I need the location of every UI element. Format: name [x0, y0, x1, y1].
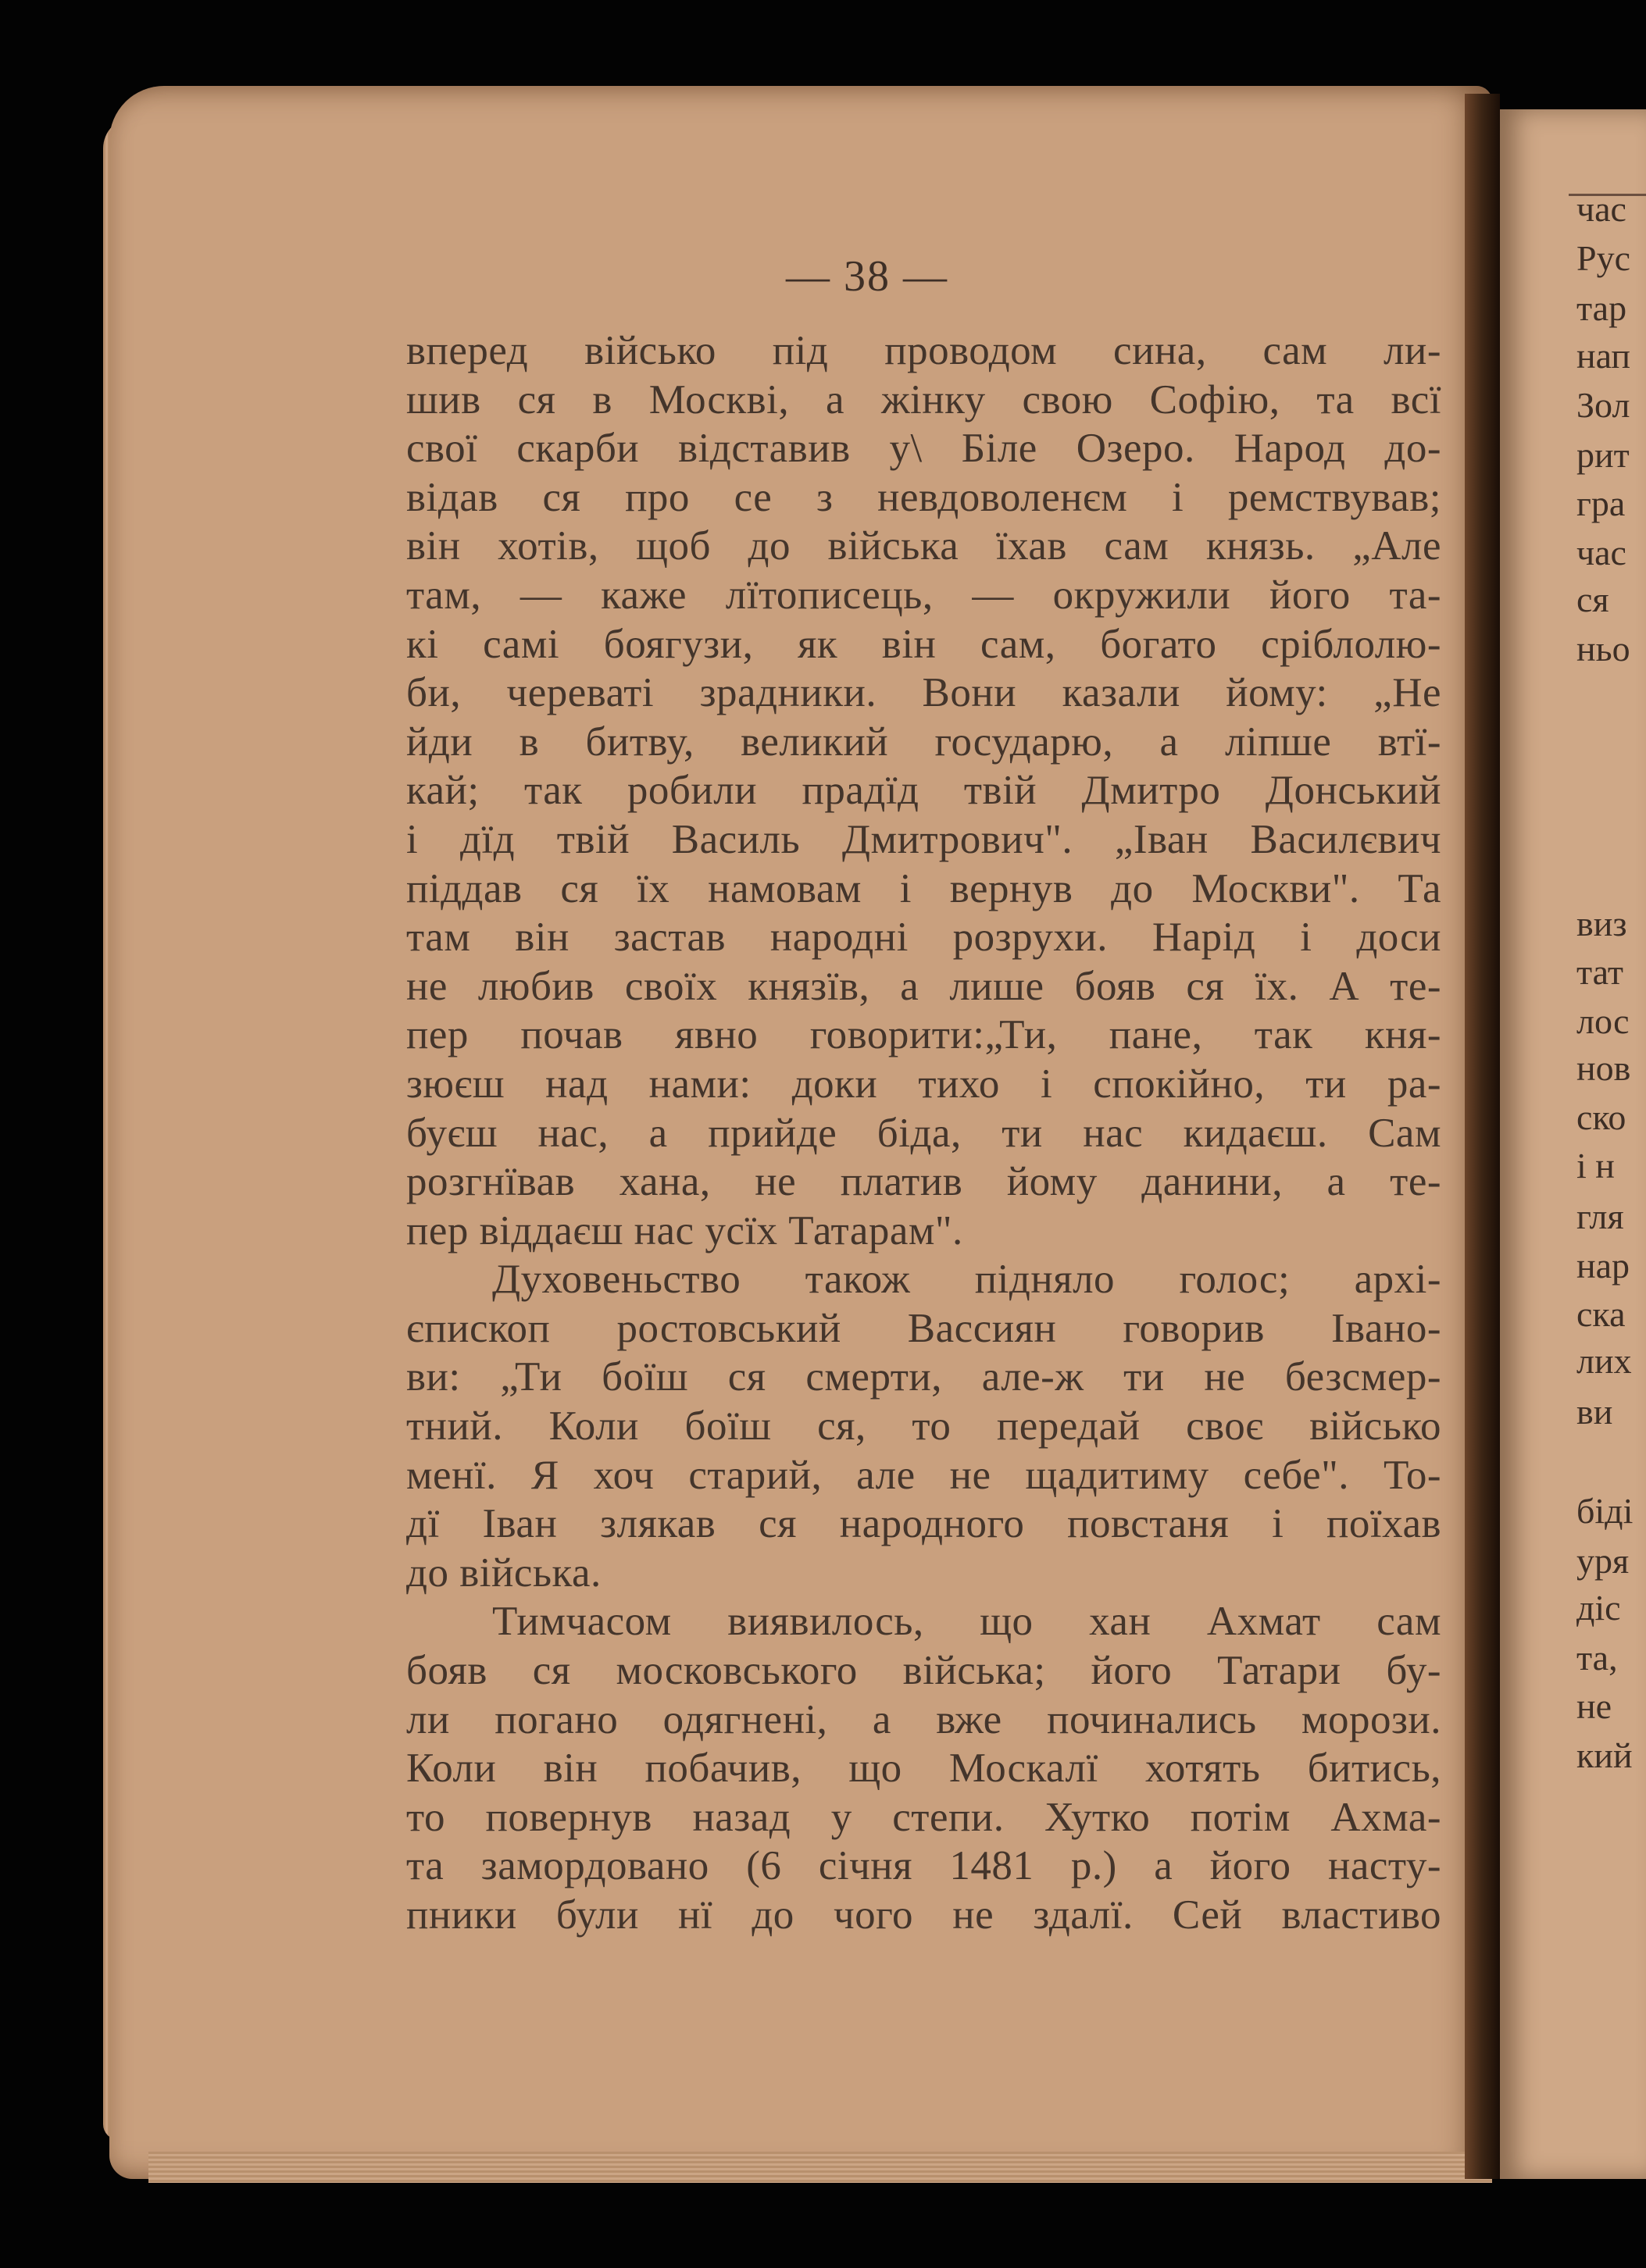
text-line: єпископ ростовський Вассиян говорив Івано-: [406, 1305, 1441, 1351]
right-page-fragment: нар: [1576, 1246, 1630, 1286]
text-line: Духовеньство також підняло голос; архі-: [492, 1257, 1441, 1303]
right-page-fragment: і н: [1576, 1146, 1615, 1186]
right-page-fragment: біді: [1576, 1491, 1634, 1531]
right-page-fragment: не: [1576, 1686, 1612, 1726]
right-page-fragment: кий: [1576, 1735, 1633, 1775]
text-line: кі самі боягузи, як він сам, богато сріблолю-: [406, 621, 1441, 667]
right-page-fragment: гра: [1576, 483, 1626, 523]
right-page-fragment: ска: [1576, 1294, 1626, 1334]
text-line: менї. Я хоч старий, але не щадитиму себе". То-: [406, 1452, 1441, 1498]
text-line: буєш нас, а прийде біда, ти нас кидаєш. Сам: [406, 1110, 1441, 1156]
text-line: йди в битву, великий государю, а ліпше втї-: [406, 719, 1441, 765]
right-page-fragment: виз: [1576, 904, 1627, 943]
right-page-fragment: Зол: [1576, 385, 1630, 425]
right-page-fragment: діс: [1576, 1588, 1621, 1628]
text-line: бояв ся московського війська; його Татари бу-: [406, 1648, 1441, 1694]
right-page-fragment: ви: [1576, 1392, 1613, 1432]
page-body-text: [406, 326, 1441, 1940]
text-line: дї Іван злякав ся народного повстаня і поїхав: [406, 1501, 1441, 1547]
right-page-fragment: ньо: [1576, 629, 1630, 669]
text-line: то повернув назад у степи. Хутко потім Ахма-: [406, 1794, 1441, 1840]
text-line: і дїд твій Василь Дмитрович". „Іван Василєвич: [406, 816, 1441, 862]
text-line: Коли він побачив, що Москалї хотять битись,: [406, 1746, 1441, 1792]
text-line: розгнївав хана, не платив йому данини, а те-: [406, 1159, 1441, 1205]
text-line: до війська.: [406, 1549, 602, 1596]
right-page-fragment: ся: [1576, 579, 1609, 619]
text-line: свої скарби відставив у\ Біле Озеро. Народ до-: [406, 426, 1441, 472]
right-page-fragment: гля: [1576, 1196, 1624, 1236]
right-page-fragment: Рус: [1576, 238, 1630, 278]
right-page: [1500, 109, 1646, 2179]
text-line: вперед військо під проводом сина, сам ли-: [406, 328, 1441, 373]
right-page-fragment: рит: [1576, 435, 1630, 475]
right-page-fragment: тар: [1576, 288, 1627, 328]
text-line: не любив своїх князїв, а лише бояв ся їх. А те-: [406, 963, 1441, 1009]
text-line: шив ся в Москві, а жінку свою Софію, та всї: [406, 376, 1441, 423]
right-page-fragment: нов: [1576, 1048, 1631, 1088]
text-line: та замордовано (6 січня 1481 р.) а його насту-: [406, 1843, 1441, 1889]
right-page-fragment: лих: [1576, 1341, 1632, 1381]
text-line: тний. Коли боїш ся, то передай своє військо: [406, 1403, 1441, 1450]
right-page-fragment: лос: [1576, 1001, 1630, 1041]
text-line: Тимчасом виявилось, що хан Ахмат сам: [492, 1599, 1441, 1645]
text-line: кай; так робили прадїд твій Дмитро Донський: [406, 768, 1441, 814]
page-bottom-edges: [148, 2152, 1492, 2183]
text-line: піддав ся їх намовам і вернув до Москви". Та: [406, 865, 1441, 911]
text-line: там, — каже лїтописець, — окружили його та-: [406, 572, 1441, 618]
right-page-fragment: нап: [1576, 336, 1631, 376]
right-page-fragment: час: [1576, 189, 1626, 229]
right-page-fragment: уря: [1576, 1541, 1630, 1581]
right-page-fragment: ско: [1576, 1097, 1626, 1137]
page-number: — 38 —: [786, 252, 948, 301]
text-line: ли погано одягнені, а вже починались морози.: [406, 1696, 1441, 1742]
text-line: зюєш над нами: доки тихо і спокійно, ти ра-: [406, 1061, 1441, 1107]
text-line: пер почав явно говорити:„Ти, пане, так кня-: [406, 1012, 1441, 1058]
right-page-fragment: тат: [1576, 952, 1623, 992]
text-line: там він застав народні розрухи. Нарід і доси: [406, 915, 1441, 961]
text-line: ви: „Ти боїш ся смерти, але-ж ти не безсмер-: [406, 1354, 1441, 1400]
text-line: пер віддаєш нас усїх Татарам".: [406, 1207, 963, 1253]
text-line: він хотів, щоб до війська їхав сам князь. „Але: [406, 523, 1441, 569]
right-page-fragment: час: [1576, 533, 1626, 572]
right-page-fragment: та,: [1576, 1638, 1618, 1678]
text-line: відав ся про се з невдоволенєм і ремствував;: [406, 474, 1441, 520]
book-gutter: [1465, 94, 1500, 2179]
text-line: пники були нї до чого не здалї. Сей властиво: [406, 1892, 1441, 1938]
text-line: би, череваті зрадники. Вони казали йому: „Не: [406, 670, 1441, 716]
